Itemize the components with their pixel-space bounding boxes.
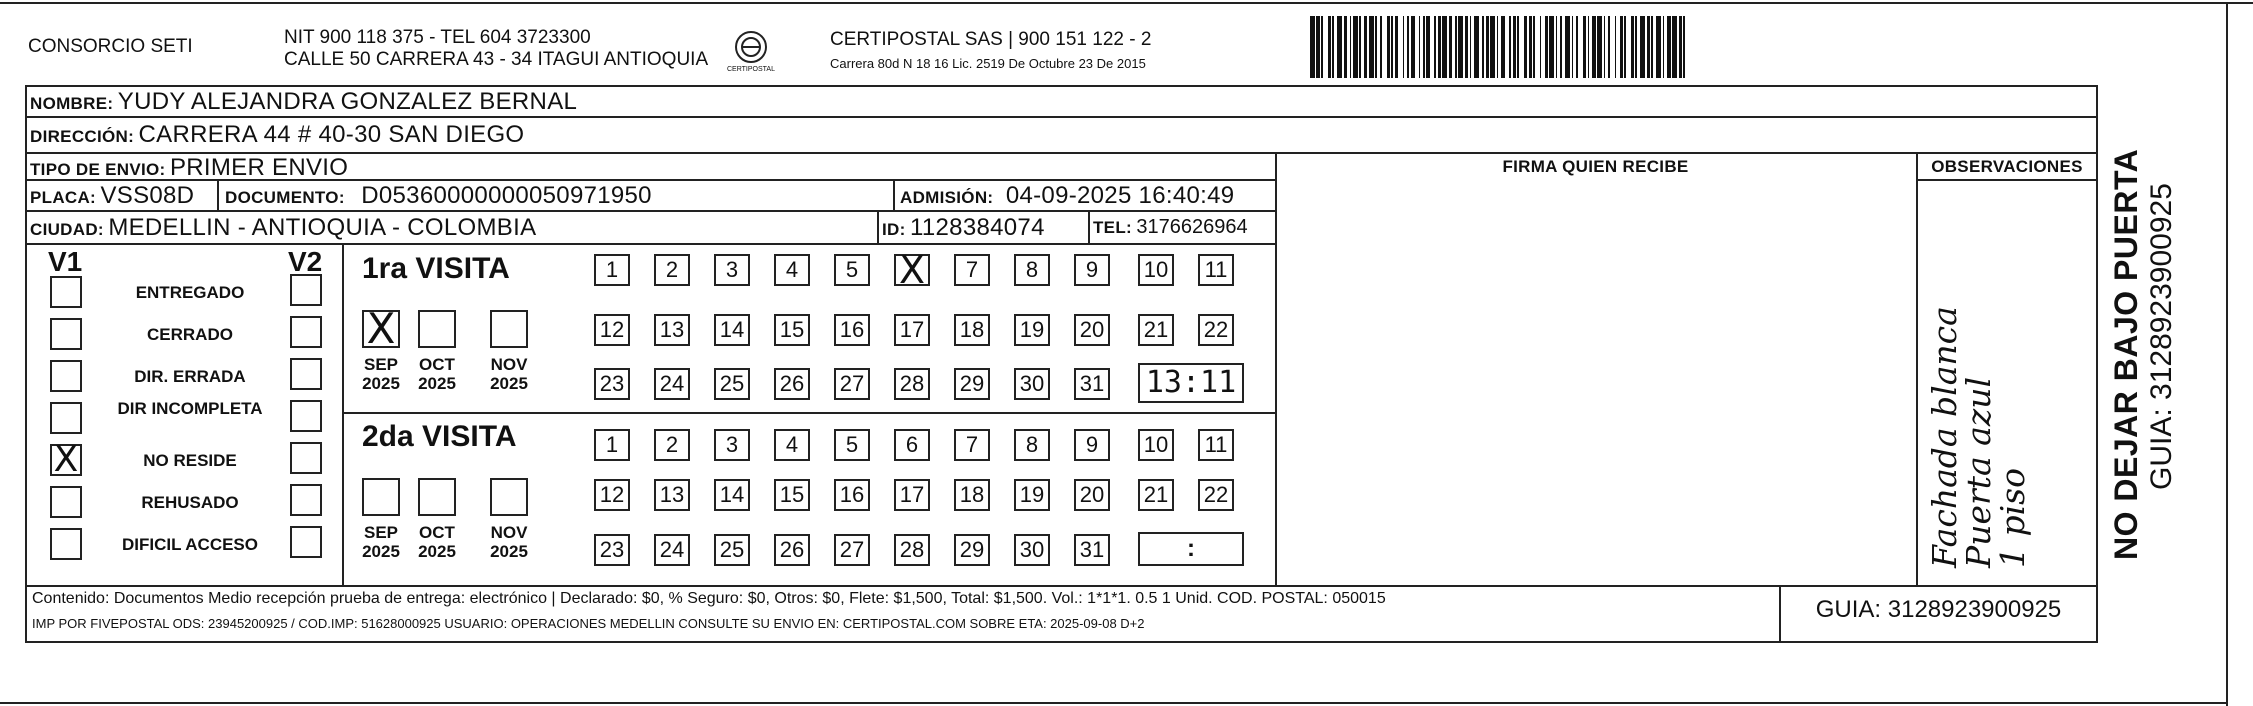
sheet-right-border <box>2226 2 2228 706</box>
month-label: SEP 2025 <box>362 523 400 561</box>
tel-value: 3176626964 <box>1136 216 1248 238</box>
v1-checkbox[interactable] <box>50 439 82 480</box>
day-box[interactable]: 19 <box>1014 479 1050 511</box>
observations-header: OBSERVACIONES <box>1931 157 2083 176</box>
status-label: REHUSADO <box>141 493 239 512</box>
day-box[interactable]: 1 <box>594 429 630 461</box>
day-box[interactable]: 14 <box>714 479 750 511</box>
day-box[interactable]: 27 <box>834 534 870 566</box>
day-box[interactable]: 30 <box>1014 534 1050 566</box>
day-box[interactable]: 21 <box>1138 479 1174 511</box>
certipostal-license: Carrera 80d N 18 16 Lic. 2519 De Octubre 23 De 2015 <box>830 56 1146 71</box>
v1-checkbox[interactable] <box>50 318 82 350</box>
day-box[interactable]: 8 <box>1014 429 1050 461</box>
visit2-time-box[interactable] <box>1138 532 1244 566</box>
no-dejar-bajo-puerta: NO DEJAR BAJO PUERTA <box>2108 148 2144 560</box>
day-box[interactable]: 11 <box>1198 254 1234 286</box>
day-box[interactable]: 26 <box>774 534 810 566</box>
day-box[interactable]: 15 <box>774 314 810 346</box>
day-box[interactable]: 16 <box>834 479 870 511</box>
footer-guia: GUIA: 3128923900925 <box>1815 596 2062 623</box>
day-box[interactable]: 3 <box>714 429 750 461</box>
month-checkbox[interactable] <box>362 478 400 516</box>
footer-imp: IMP POR FIVEPOSTAL ODS: 23945200925 / COD.IMP: 51628000925 USUARIO: OPERACIONES MEDELLIN CONSULTE SU ENVIO EN: CERTIPOSTAL.COM SOBRE ETA: 2025-09-08 D+2 <box>32 616 1145 631</box>
day-box[interactable]: 26 <box>774 368 810 400</box>
status-label: DIR INCOMPLETA <box>117 399 263 418</box>
signature-header: FIRMA QUIEN RECIBE <box>1502 157 1689 176</box>
tel-row: TEL: 3176626964 <box>1093 216 1248 238</box>
day-box[interactable]: 22 <box>1198 479 1234 511</box>
day-box[interactable]: 28 <box>894 534 930 566</box>
month-checkbox[interactable] <box>490 310 528 348</box>
month-label: OCT 2025 <box>418 523 456 561</box>
day-box[interactable]: 4 <box>774 254 810 286</box>
v2-checkbox[interactable] <box>290 358 322 390</box>
v1-checkbox[interactable] <box>50 528 82 560</box>
day-box[interactable]: 7 <box>954 429 990 461</box>
month-checkbox[interactable] <box>418 310 456 348</box>
status-label: CERRADO <box>147 325 233 344</box>
day-box[interactable]: 13 <box>654 479 690 511</box>
check-mark: X <box>53 439 79 480</box>
day-box[interactable]: 20 <box>1074 314 1110 346</box>
month-label: NOV 2025 <box>490 355 528 393</box>
shipment-type-row: TIPO DE ENVIO: PRIMER ENVIO <box>30 154 349 181</box>
status-label: DIR. ERRADA <box>134 367 246 386</box>
sheet-top-border <box>0 2 2253 4</box>
day-box[interactable]: 31 <box>1074 368 1110 400</box>
plate-row: PLACA: VSS08D <box>30 182 195 209</box>
v1-checkbox[interactable] <box>50 276 82 308</box>
day-box[interactable]: 29 <box>954 368 990 400</box>
v2-checkbox[interactable] <box>290 316 322 348</box>
visit2-time: : <box>1187 535 1195 562</box>
v1-checkbox[interactable] <box>50 486 82 518</box>
day-box[interactable]: 2 <box>654 254 690 286</box>
document-row: DOCUMENTO: D05360000000050971950 <box>225 182 652 209</box>
day-box[interactable]: 16 <box>834 314 870 346</box>
plate-value: VSS08D <box>100 182 195 209</box>
recipient-name: YUDY ALEJANDRA GONZALEZ BERNAL <box>117 88 578 115</box>
v2-checkbox[interactable] <box>290 400 322 432</box>
side-guia: GUIA: 3128923900925 <box>2145 183 2178 490</box>
city-value: MEDELLIN - ANTIOQUIA - COLOMBIA <box>108 214 537 241</box>
company-address: CALLE 50 CARRERA 43 - 34 ITAGUI ANTIOQUIA <box>284 49 709 70</box>
day-box[interactable]: 30 <box>1014 368 1050 400</box>
visit2-title: 2da VISITA <box>362 420 517 453</box>
day-box[interactable]: 6 <box>894 429 930 461</box>
day-box[interactable]: 29 <box>954 534 990 566</box>
day-box[interactable]: 18 <box>954 479 990 511</box>
check-mark: X <box>898 248 926 292</box>
certipostal-info: CERTIPOSTAL SAS | 900 151 122 - 2 <box>830 29 1152 50</box>
day-box[interactable]: 13 <box>654 314 690 346</box>
status-label: DIFICIL ACCESO <box>121 535 258 554</box>
day-box[interactable]: 17 <box>894 479 930 511</box>
v2-checkbox[interactable] <box>290 274 322 306</box>
recipient-address: CARRERA 44 # 40-30 SAN DIEGO <box>138 121 525 148</box>
day-box[interactable]: 15 <box>774 479 810 511</box>
recipient-name-row: NOMBRE: YUDY ALEJANDRA GONZALEZ BERNAL <box>30 88 578 115</box>
city-row: CIUDAD: MEDELLIN - ANTIOQUIA - COLOMBIA <box>30 214 537 241</box>
visit1-title: 1ra VISITA <box>362 252 510 285</box>
visit1-time: 13:11 <box>1145 365 1237 400</box>
day-box[interactable]: 2 <box>654 429 690 461</box>
day-box[interactable]: 7 <box>954 254 990 286</box>
company-nit: NIT 900 118 375 - TEL 604 3723300 <box>284 27 591 48</box>
month-checkbox[interactable] <box>418 478 456 516</box>
v2-checkbox[interactable] <box>290 442 322 474</box>
day-box[interactable]: 8 <box>1014 254 1050 286</box>
day-box[interactable]: 25 <box>714 368 750 400</box>
v2-checkbox[interactable] <box>290 526 322 558</box>
month-label: NOV 2025 <box>490 523 528 561</box>
day-box[interactable]: 24 <box>654 368 690 400</box>
day-box[interactable]: 9 <box>1074 254 1110 286</box>
status-label: NO RESIDE <box>143 451 237 470</box>
company-name: CONSORCIO SETI <box>28 36 193 57</box>
admission-value: 04-09-2025 16:40:49 <box>1005 182 1235 209</box>
month-label: OCT 2025 <box>418 355 456 393</box>
day-box[interactable]: 5 <box>834 429 870 461</box>
certipostal-logo: CERTIPOSTAL <box>728 28 774 78</box>
v2-label: V2 <box>288 246 323 277</box>
day-box[interactable]: 22 <box>1198 314 1234 346</box>
day-box[interactable]: 3 <box>714 254 750 286</box>
day-box[interactable]: 14 <box>714 314 750 346</box>
document-value: D05360000000050971950 <box>361 182 652 209</box>
day-box[interactable]: 19 <box>1014 314 1050 346</box>
observations-text: Fachada blanca Puerta azul 1 piso <box>1925 306 2032 568</box>
day-box[interactable]: 17 <box>894 314 930 346</box>
day-box[interactable]: 24 <box>654 534 690 566</box>
day-box[interactable]: 12 <box>594 479 630 511</box>
day-box[interactable]: 27 <box>834 368 870 400</box>
visit1-time-box[interactable] <box>1138 363 1244 403</box>
day-box-marked[interactable] <box>894 248 930 292</box>
sheet-bottom-border <box>0 702 2228 704</box>
day-box[interactable]: 31 <box>1074 534 1110 566</box>
footer-content: Contenido: Documentos Medio recepción prueba de entrega: electrónico | Declarado: $0, % Seguro: $0, Otros: $0, Flete: $1,500, Total: $1,500. Vol.: 1*1*1. 0.5 1 Unid. COD. POSTAL: 050015 <box>32 590 1386 607</box>
day-box[interactable]: 23 <box>594 534 630 566</box>
day-box[interactable]: 9 <box>1074 429 1110 461</box>
v2-checkbox[interactable] <box>290 484 322 516</box>
status-label: ENTREGADO <box>135 283 245 302</box>
day-box[interactable]: 20 <box>1074 479 1110 511</box>
shipment-type: PRIMER ENVIO <box>169 154 349 181</box>
day-box[interactable]: 12 <box>594 314 630 346</box>
month-checkbox[interactable] <box>490 478 528 516</box>
admission-row: ADMISIÓN: 04-09-2025 16:40:49 <box>900 182 1235 209</box>
id-value: 1128384074 <box>910 214 1045 241</box>
day-box[interactable]: 5 <box>834 254 870 286</box>
day-box[interactable]: 1 <box>594 254 630 286</box>
day-box[interactable]: 23 <box>594 368 630 400</box>
month-label: SEP 2025 <box>362 355 400 393</box>
day-box[interactable]: 28 <box>894 368 930 400</box>
v1-label: V1 <box>48 246 83 277</box>
recipient-address-row: DIRECCIÓN: CARRERA 44 # 40-30 SAN DIEGO <box>30 121 525 148</box>
day-box[interactable]: 10 <box>1138 254 1174 286</box>
month-checkbox[interactable] <box>362 304 400 353</box>
day-box[interactable]: 25 <box>714 534 750 566</box>
day-box[interactable]: 4 <box>774 429 810 461</box>
day-box[interactable]: 10 <box>1138 429 1174 461</box>
day-box[interactable]: 18 <box>954 314 990 346</box>
id-row: ID: 1128384074 <box>882 214 1045 241</box>
v1-checkbox[interactable] <box>50 402 82 434</box>
v1-checkbox[interactable] <box>50 360 82 392</box>
barcode <box>1310 16 1944 78</box>
day-box[interactable]: 21 <box>1138 314 1174 346</box>
check-mark: X <box>366 304 396 353</box>
day-box[interactable]: 11 <box>1198 429 1234 461</box>
